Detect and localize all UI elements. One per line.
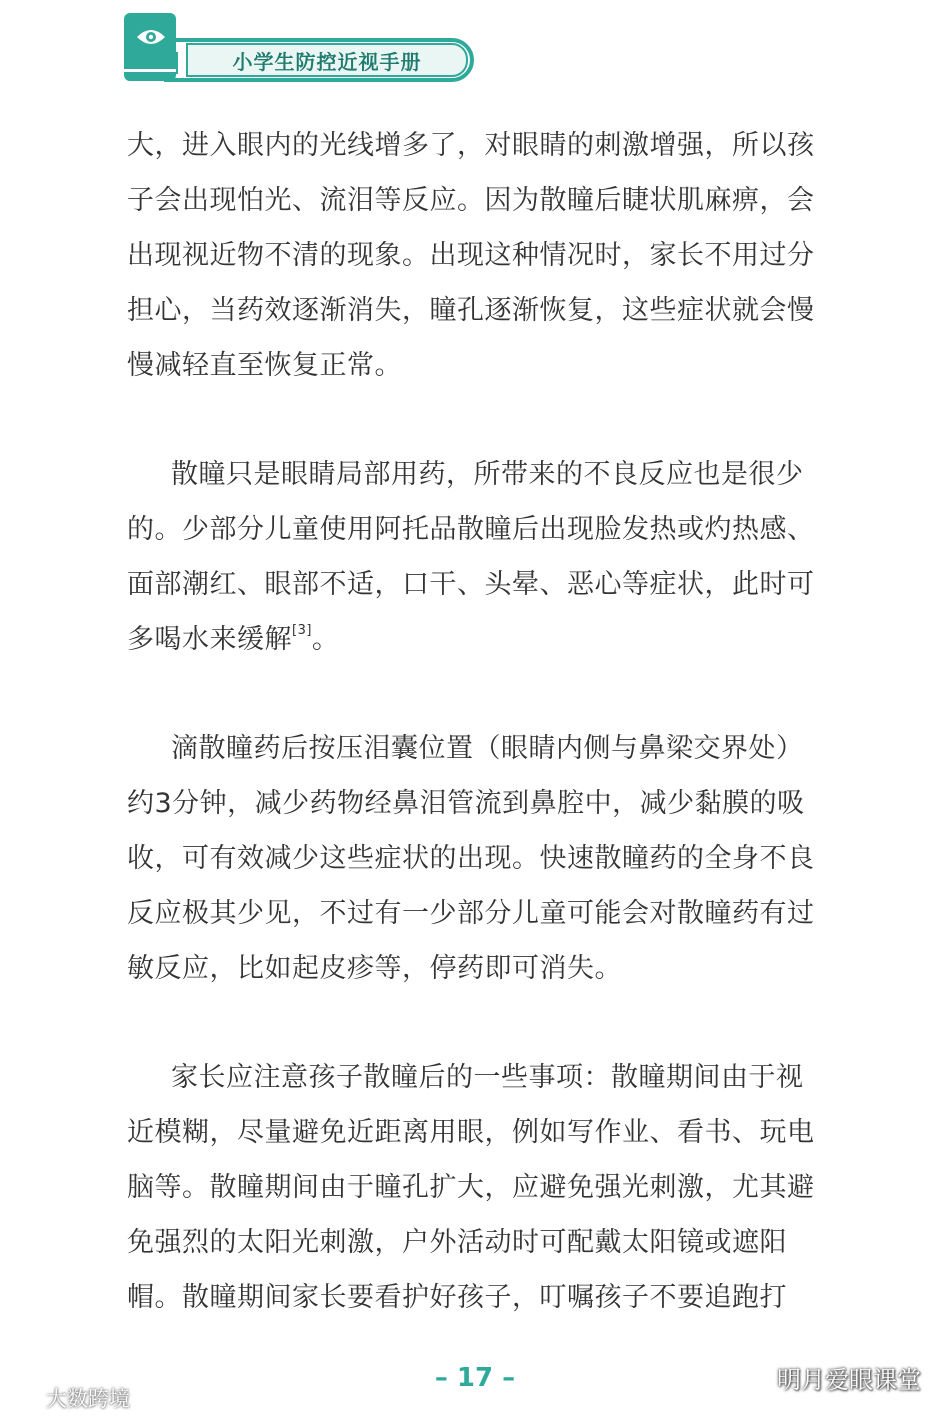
page-header (0, 0, 945, 100)
text-line: 担心，当药效逐渐消失，瞳孔逐渐恢复，这些症状就会慢 (127, 295, 815, 326)
page-number: – 17 – (434, 1363, 516, 1393)
header-title: 小学生防控近视手册 (186, 43, 468, 77)
paragraph-2 (127, 447, 827, 667)
article-body (127, 118, 827, 1379)
paragraph-1 (127, 118, 827, 393)
text-line: 出现视近物不清的现象。出现这种情况时，家长不用过分 (127, 240, 815, 271)
text-line: 约3分钟，减少药物经鼻泪管流到鼻腔中，减少黏膜的吸 (127, 788, 805, 819)
paragraph-4 (127, 1050, 827, 1325)
text-line: 慢减轻直至恢复正常。 (127, 350, 402, 381)
text-line: 子会出现怕光、流泪等反应。因为散瞳后睫状肌麻痹，会 (127, 185, 815, 216)
text-line: 敏反应，比如起皮疹等，停药即可消失。 (127, 953, 622, 984)
text-line: 散瞳只是眼睛局部用药，所带来的不良反应也是很少 (171, 459, 804, 490)
text-fragment: 多喝水来缓解 (127, 624, 292, 655)
text-line: 家长应注意孩子散瞳后的一些事项：散瞳期间由于视 (171, 1062, 804, 1093)
text-line-with-reference (127, 612, 827, 667)
text-line: 的。少部分儿童使用阿托品散瞳后出现脸发热或灼热感、 (127, 514, 815, 545)
text-line: 滴散瞳药后按压泪囊位置（眼睛内侧与鼻梁交界处） (171, 733, 804, 764)
watermark2-text: 大数跨境 (46, 1387, 130, 1411)
text-line: 反应极其少见，不过有一少部分儿童可能会对散瞳药有过 (127, 898, 815, 929)
corner-watermark (8, 1384, 130, 1412)
text-line: 帽。散瞳期间家长要看护好孩子，叮嘱孩子不要追跑打 (127, 1282, 787, 1313)
text-line: 收，可有效减少这些症状的出现。快速散瞳药的全身不良 (127, 843, 815, 874)
citation-reference: [3] (292, 623, 312, 638)
text-line: 大，进入眼内的光线增多了，对眼睛的刺激增强，所以孩 (127, 130, 815, 161)
text-line: 免强烈的太阳光刺激，户外活动时可配戴太阳镜或遮阳 (127, 1227, 787, 1258)
eye-icon (136, 26, 166, 48)
logo-icon (8, 1385, 42, 1411)
paragraph-3 (127, 721, 827, 996)
text-fragment: 。 (311, 624, 340, 655)
text-line: 近模糊，尽量避免近距离用眼，例如写作业、看书、玩电 (127, 1117, 815, 1148)
wechat-watermark (735, 1360, 921, 1394)
text-line: 面部潮红、眼部不适，口干、头晕、恶心等症状，此时可 (127, 569, 815, 600)
text-line: 脑等。散瞳期间由于瞳孔扩大，应避免强光刺激，尤其避 (127, 1172, 815, 1203)
watermark-text: 明月爱眼课堂 (777, 1365, 921, 1394)
book-spine (124, 69, 176, 81)
wechat-icon (735, 1362, 769, 1392)
